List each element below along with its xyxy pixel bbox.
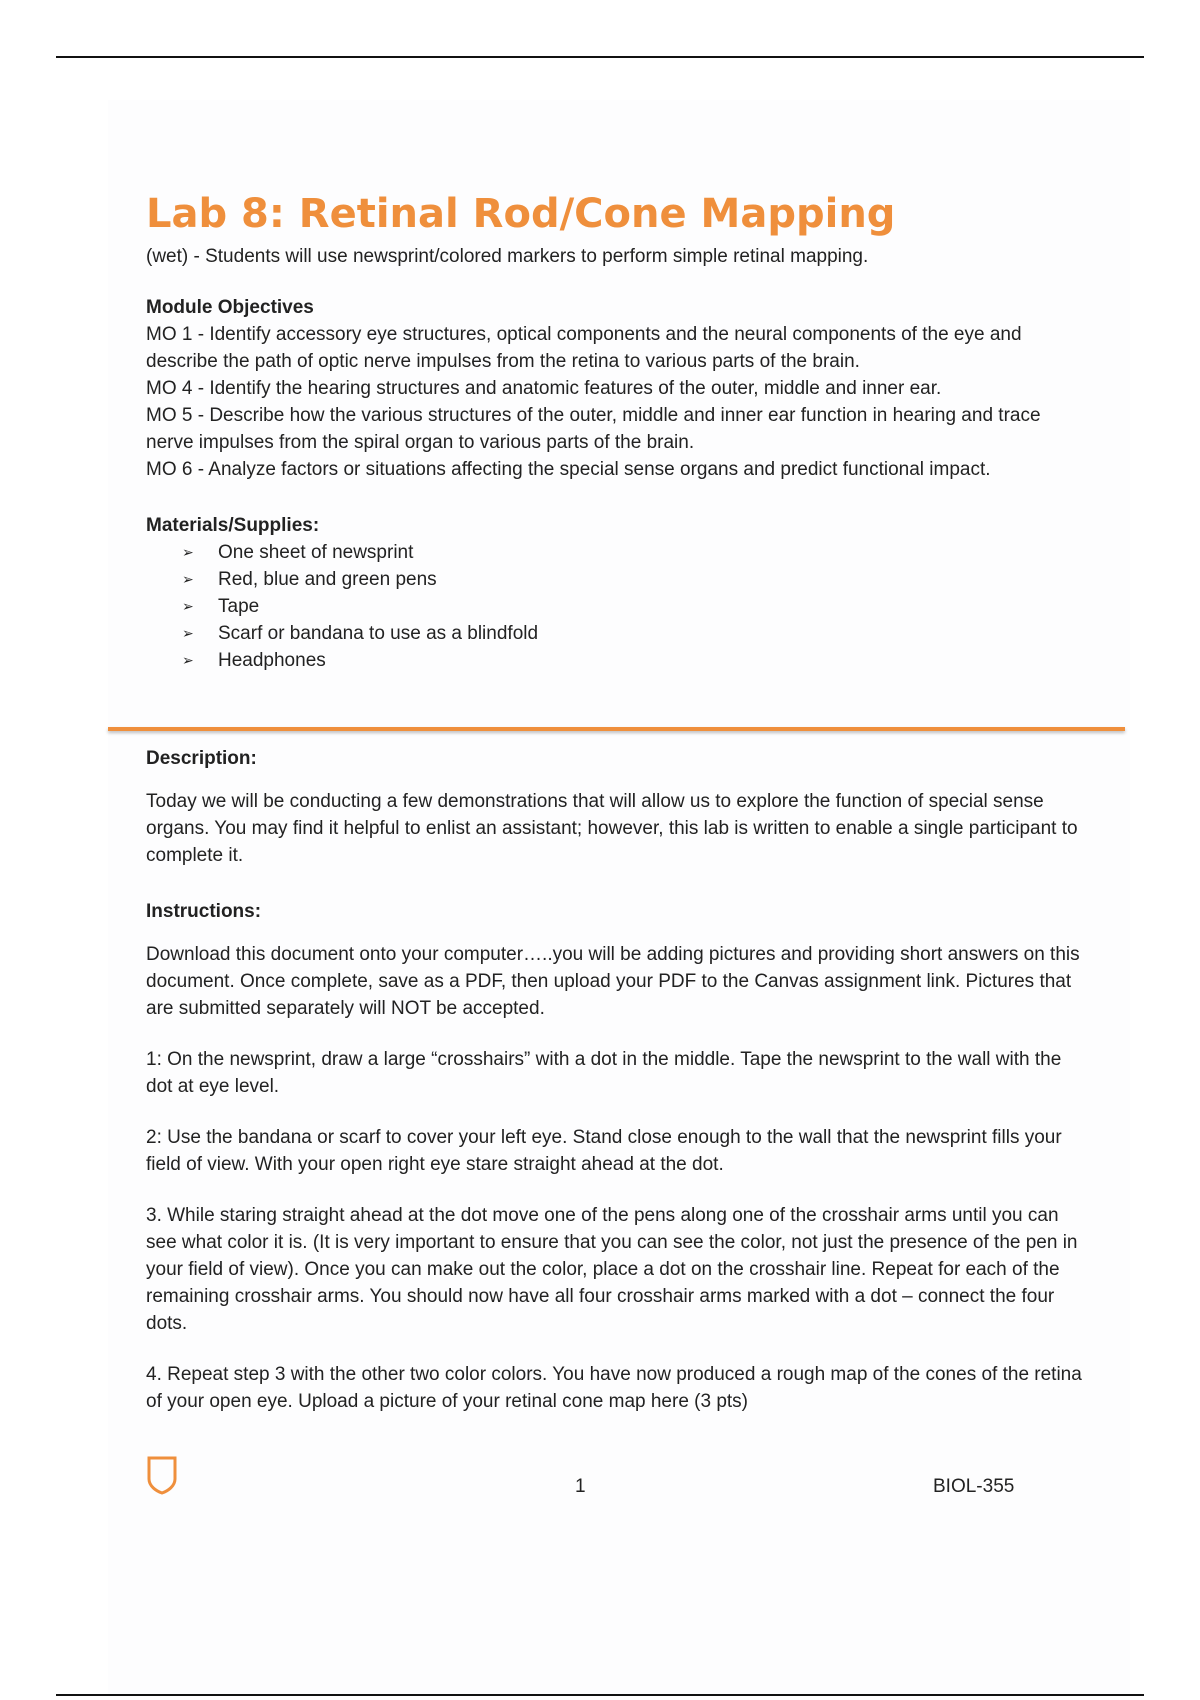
material-label: Scarf or bandana to use as a blindfold bbox=[218, 623, 539, 644]
instruction-step: 1: On the newsprint, draw a large “crosshairs” with a dot in the middle. Tape the newsprint to the wall with the dot at eye level. bbox=[146, 1049, 1062, 1097]
instruction-step: 2: Use the bandana or scarf to cover your left eye. Stand close enough to the wall that the newsprint fills your field of view. With your open right eye stare straight ahead at the dot. bbox=[146, 1127, 1062, 1175]
arrow-bullet-icon: ➢ bbox=[182, 652, 194, 668]
list-item bbox=[146, 566, 1091, 593]
instruction-step: 4. Repeat step 3 with the other two color colors. You have now produced a rough map of the cones of the retina of your open eye. Upload a picture of your retinal cone map here (3 pts) bbox=[146, 1364, 1082, 1412]
top-rule bbox=[56, 56, 1144, 58]
materials-supplies bbox=[146, 512, 1091, 674]
list-item bbox=[146, 593, 1091, 620]
section-divider bbox=[108, 727, 1125, 731]
document-subtitle: (wet) - Students will use newsprint/colored markers to perform simple retinal mapping. bbox=[146, 246, 869, 267]
description-section bbox=[146, 745, 1091, 869]
objective-item: MO 1 - Identify accessory eye structures, optical components and the neural components of the eye and describe the path of optic nerve impulses from the retina to various parts of the brain. bbox=[146, 324, 1022, 372]
bottom-rule bbox=[56, 1694, 1144, 1696]
arrow-bullet-icon: ➢ bbox=[182, 544, 194, 560]
material-label: Headphones bbox=[218, 650, 326, 671]
list-item bbox=[146, 620, 1091, 647]
document-title: Lab 8: Retinal Rod/Cone Mapping bbox=[146, 191, 896, 237]
material-label: One sheet of newsprint bbox=[218, 542, 414, 563]
arrow-bullet-icon: ➢ bbox=[182, 625, 194, 641]
objective-item: MO 4 - Identify the hearing structures and anatomic features of the outer, middle and inner ear. bbox=[146, 378, 942, 399]
description-text: Today we will be conducting a few demonstrations that will allow us to explore the function of special sense organs. You may find it helpful to enlist an assistant; however, this lab is written to enable a single participant to complete it. bbox=[146, 791, 1078, 866]
shield-icon bbox=[146, 1455, 178, 1495]
instruction-step: 3. While staring straight ahead at the dot move one of the pens along one of the crosshair arms until you can see what color it is. (It is very important to ensure that you can see the color, not just the presence of the pen in your field of view). Once you can make out the color, place a dot on the crosshair line. Repeat for each of the remaining crosshair arms. You should now have all four crosshair arms marked with a dot – connect the four dots. bbox=[146, 1205, 1078, 1334]
module-objectives bbox=[146, 294, 1091, 483]
material-label: Tape bbox=[218, 596, 260, 617]
page-number: 1 bbox=[575, 1476, 586, 1497]
materials-heading: Materials/Supplies: bbox=[146, 515, 320, 536]
list-item bbox=[146, 539, 1091, 566]
description-heading: Description: bbox=[146, 748, 257, 769]
course-code: BIOL-355 bbox=[933, 1476, 1015, 1497]
objective-item: MO 5 - Describe how the various structures of the outer, middle and inner ear function in hearing and trace nerve impulses from the spiral organ to various parts of the brain. bbox=[146, 405, 1041, 453]
material-label: Red, blue and green pens bbox=[218, 569, 437, 590]
instructions-heading: Instructions: bbox=[146, 901, 262, 922]
list-item bbox=[146, 647, 1091, 674]
materials-list bbox=[146, 539, 1091, 674]
arrow-bullet-icon: ➢ bbox=[182, 571, 194, 587]
arrow-bullet-icon: ➢ bbox=[182, 598, 194, 614]
objective-item: MO 6 - Analyze factors or situations affecting the special sense organs and predict functional impact. bbox=[146, 459, 991, 480]
objectives-heading: Module Objectives bbox=[146, 297, 314, 318]
instructions-section bbox=[146, 898, 1091, 1415]
instructions-intro: Download this document onto your computer…..you will be adding pictures and providing short answers on this document. Once complete, save as a PDF, then upload your PDF to the Canvas assignment link. Pictures that are submitted separately will NOT be accepted. bbox=[146, 944, 1080, 1019]
